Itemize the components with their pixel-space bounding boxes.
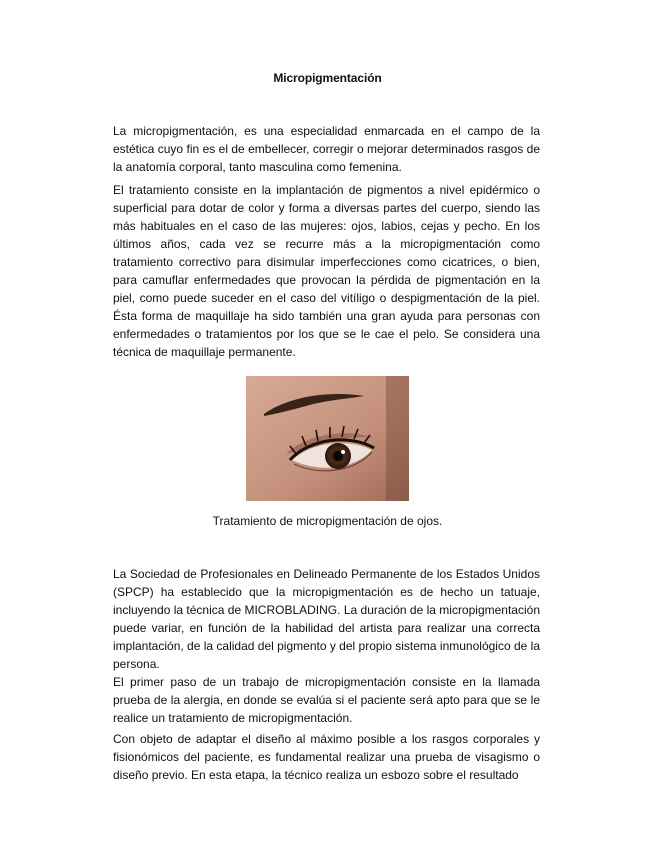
paragraph-allergy-test: El primer paso de un trabajo de micropigmentación consiste en la llamada prueba de la alergia, en donde se evalúa si el paciente será apto para que se le realice un tratamiento de micropigmentación. (113, 675, 540, 725)
paragraph-treatment: El tratamiento consiste en la implantación de pigmentos a nivel epidérmico o superficial para dotar de color y forma a diversas partes del cuerpo, siendo las más habituales en el caso de las mujeres: ojos, labios, cejas y pecho. En los últimos años, cada vez se recurre más a la micropigmentación como tratamiento correctivo para disimular imperfecciones como cicatrices, o bien, para camuflar enfermedades que provocan la pérdida de pigmentación en la piel, como puede suceder en el caso del vitíligo o despigmentación de la piel. Ésta forma de maquillaje ha sido también una gran ayuda para personas con enfermedades o tratamientos por los que se le cae el pelo. Se considera una técnica de maquillaje permanente. (113, 183, 540, 359)
paragraph-spcp: La Sociedad de Profesionales en Delineado Permanente de los Estados Unidos (SPCP) ha establecido que la micropigmentación es de hecho un tatuaje, incluyendo la técnica de MICROBLADING. La duración de la micropigmentación puede variar, en función de la habilidad del artista para realizar una correcta implantación, de la calidad del pigmento y del propio sistema inmunológico de la persona. (113, 567, 540, 671)
eye-illustration (246, 376, 409, 501)
paragraph-design: Con objeto de adaptar el diseño al máximo posible a los rasgos corporales y fisionómicos del paciente, es fundamental realizar una prueba de visagismo o diseño previo. En esta etapa, la técnico realiza un esbozo sobre el resultado (113, 732, 540, 782)
paragraph-intro: La micropigmentación, es una especialidad enmarcada en el campo de la estética cuyo fin es el de embellecer, corregir o mejorar determinados rasgos de la anatomía corporal, tanto masculina como femenina. (113, 124, 540, 174)
figure-caption: Tratamiento de micropigmentación de ojos. (212, 514, 443, 528)
eye-photo (246, 376, 409, 501)
page-title: Micropigmentación (273, 71, 382, 85)
